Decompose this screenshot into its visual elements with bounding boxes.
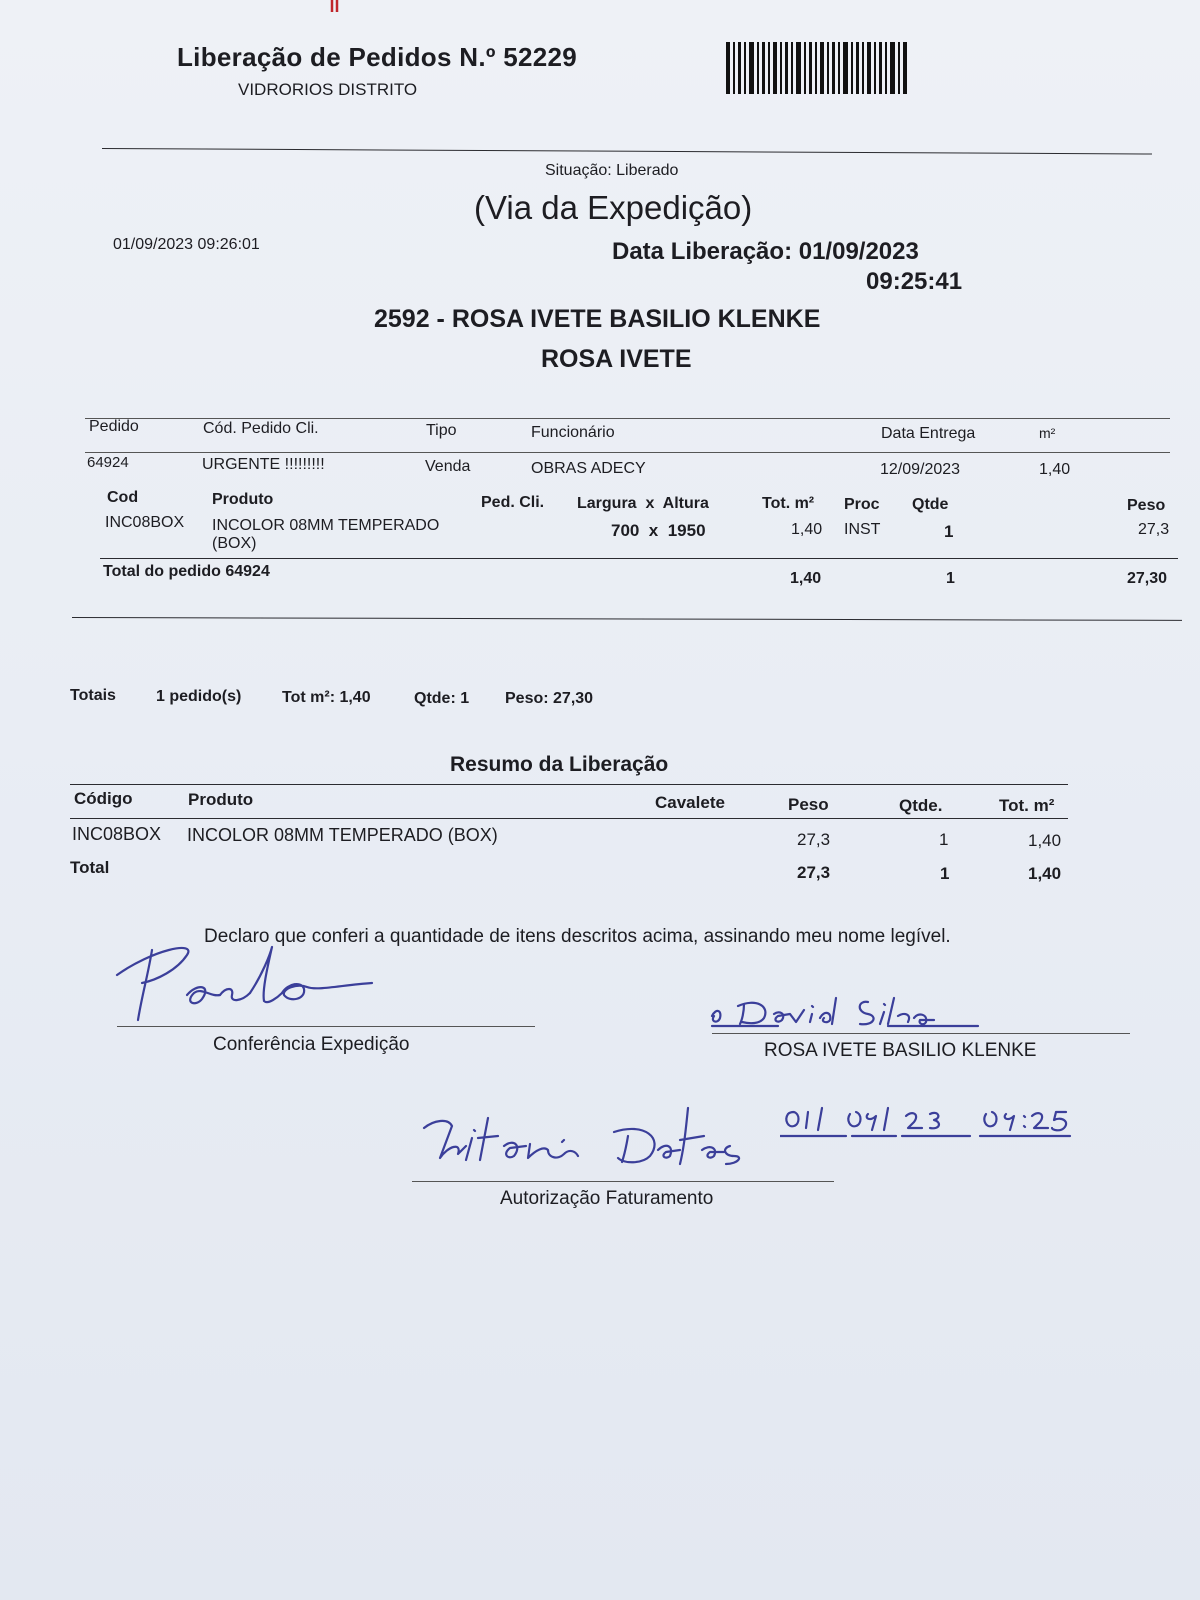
order-table-top-rule — [85, 418, 1170, 419]
resumo-top-rule — [70, 784, 1068, 785]
item-header-ped-cli: Ped. Cli. — [481, 494, 545, 511]
resumo-header-produto: Produto — [188, 790, 254, 809]
autorizacao-label: Autorização Faturamento — [500, 1188, 714, 1209]
item-tot-m2: 1,40 — [791, 521, 823, 538]
client-name: 2592 - ROSA IVETE BASILIO KLENKE — [374, 305, 821, 333]
resumo-row-peso: 27,3 — [797, 830, 831, 849]
order-data-entrega: 12/09/2023 — [880, 461, 961, 478]
col-header-pedido: Pedido — [89, 418, 139, 435]
resumo-total-tot-m2: 1,40 — [1028, 864, 1062, 883]
item-header-peso: Peso — [1127, 497, 1166, 514]
resumo-header-tot-m2: Tot. m² — [999, 796, 1055, 815]
resumo-header-peso: Peso — [788, 795, 829, 814]
col-header-m2: m² — [1039, 425, 1056, 441]
item-produto-line1: INCOLOR 08MM TEMPERADO — [212, 517, 440, 534]
col-header-data-entrega: Data Entrega — [881, 425, 976, 442]
resumo-header-qtde: Qtde. — [899, 796, 943, 815]
via-label: (Via da Expedição) — [474, 189, 753, 226]
conferencia-label: Conferência Expedição — [213, 1034, 410, 1055]
col-header-funcionario: Funcionário — [531, 424, 615, 441]
order-cod-pedido-cli: URGENTE !!!!!!!!! — [202, 456, 325, 473]
resumo-total-label: Total — [70, 858, 110, 877]
totais-pedidos: 1 pedido(s) — [156, 688, 242, 705]
item-header-tot-m2: Tot. m² — [762, 495, 815, 512]
signature-cliente — [708, 992, 988, 1037]
red-mark — [330, 0, 340, 14]
item-header-dims: Largura x Altura — [577, 495, 709, 512]
totais-qtde: Qtde: 1 — [414, 690, 470, 707]
order-total-qtde: 1 — [946, 570, 955, 587]
signature-conferencia — [112, 935, 412, 1035]
col-header-cod-pedido-cli: Cód. Pedido Cli. — [203, 420, 319, 437]
item-proc: INST — [844, 521, 881, 538]
item-dims: 700 x 1950 — [611, 521, 706, 540]
print-datetime: 01/09/2023 09:26:01 — [113, 236, 260, 253]
signature-autorizacao — [418, 1098, 798, 1183]
item-qtde: 1 — [944, 522, 954, 541]
resumo-row-codigo: INC08BOX — [72, 824, 162, 844]
totais-peso: Peso: 27,30 — [505, 690, 594, 707]
document-title: Liberação de Pedidos N.º 52229 — [177, 42, 577, 72]
order-table-header-rule — [85, 452, 1170, 453]
resumo-header-codigo: Código — [74, 789, 133, 808]
item-header-proc: Proc — [844, 496, 880, 513]
situacao-status: Situação: Liberado — [545, 162, 679, 179]
item-cod: INC08BOX — [105, 514, 185, 531]
order-total-m2: 1,40 — [790, 570, 822, 587]
order-total-peso: 27,30 — [1127, 570, 1168, 587]
order-total-rule — [100, 558, 1178, 559]
signature-line-conferencia — [117, 1026, 535, 1027]
item-header-qtde: Qtde — [912, 496, 949, 513]
order-m2: 1,40 — [1039, 461, 1071, 478]
order-section-end-rule — [72, 617, 1182, 621]
order-total-label: Total do pedido 64924 — [103, 563, 270, 580]
order-funcionario: OBRAS ADECY — [531, 460, 646, 477]
item-produto-line2: (BOX) — [212, 535, 257, 552]
resumo-row-produto: INCOLOR 08MM TEMPERADO (BOX) — [187, 825, 498, 845]
client-short-name: ROSA IVETE — [541, 345, 692, 373]
resumo-row-tot-m2: 1,40 — [1028, 831, 1062, 850]
signature-line-autorizacao — [412, 1181, 834, 1182]
declaration-text: Declaro que conferi a quantidade de itens descritos acima, assinando meu nome legível. — [204, 926, 951, 947]
header-divider — [102, 148, 1152, 154]
resumo-title: Resumo da Liberação — [450, 753, 669, 776]
company-name: VIDRORIOS DISTRITO — [238, 80, 418, 99]
resumo-total-peso: 27,3 — [797, 863, 831, 882]
item-peso: 27,3 — [1138, 521, 1170, 538]
resumo-header-rule — [70, 818, 1068, 819]
signature-line-cliente — [712, 1033, 1130, 1034]
data-liberacao-time: 09:25:41 — [866, 268, 963, 295]
order-pedido: 64924 — [87, 454, 129, 471]
item-header-produto: Produto — [212, 491, 274, 508]
totais-label: Totais — [70, 687, 116, 704]
barcode — [726, 42, 910, 94]
resumo-total-qtde: 1 — [940, 864, 950, 883]
resumo-header-cavalete: Cavalete — [655, 793, 725, 812]
resumo-row-qtde: 1 — [939, 830, 949, 849]
totais-tot-m2: Tot m²: 1,40 — [282, 689, 371, 706]
order-tipo: Venda — [425, 458, 471, 475]
cliente-label: ROSA IVETE BASILIO KLENKE — [764, 1040, 1037, 1061]
col-header-tipo: Tipo — [426, 422, 457, 439]
item-header-cod: Cod — [107, 489, 139, 506]
data-liberacao: Data Liberação: 01/09/2023 — [612, 238, 919, 265]
handwritten-date — [780, 1100, 1100, 1145]
